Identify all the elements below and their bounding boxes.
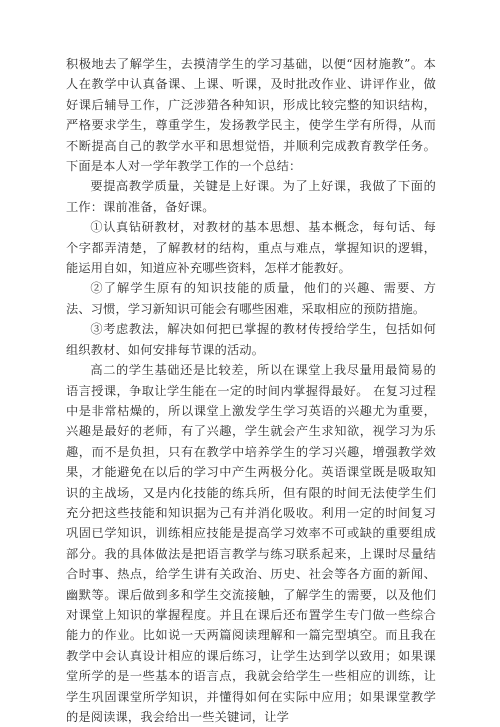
- document-body: [66, 54, 436, 727]
- paragraph-understand-students: ②了解学生原有的知识技能的质量，他们的兴趣、需要、方法、习惯，学习新知识可能会有哪些困难，采取相应的预防措施。: [66, 281, 436, 316]
- paragraph-teaching-methods: ③考虑教法，解决如何把已掌握的教材传授给学生，包括如何组织教材、如何安排每节课的活动。: [66, 322, 436, 357]
- paragraph-intro: 积极地去了解学生，去摸清学生的学习基础，以便“因材施教”。本人在教学中认真备课、上课、听课，及时批改作业、讲评作业，做好课后辅导工作，广泛涉猎各种知识，形成比较完整的知识结构，严格要求学生，尊重学生，发扬教学民主，使学生学有所得，从而不断提高自己的教学水平和思想觉悟，并顺利完成教育教学任务。 下面是本人对一学年教学工作的一个总结：: [66, 57, 436, 174]
- paragraph-study-textbook: ①认真钻研教材，对教材的基本思想、基本概念，每句话、每个字都弄清楚，了解教材的结构，重点与难点，掌握知识的逻辑，能运用自如，知道应补充哪些资料，怎样才能教好。: [66, 220, 436, 276]
- paragraph-grade-two-teaching: 高二的学生基础还是比较差，所以在课堂上我尽量用最简易的语言授课，争取让学生能在一定的时间内掌握得最好。 在复习过程中是非常枯燥的，所以课堂上激发学生学习英语的兴趣尤为重要，兴趣是最好的老师，有了兴趣，学生就会产生求知欲，视学习为乐趣，而不是负担，只有在教学中培养学生的学习兴趣，增强教学效果，才能避免在以后的学习中产生两极分化。英语课堂既是吸取知识的主战场，又是内化技能的练兵所，但有限的时间无法使学生们充分把这些技能和知识据为己有并消化吸收。利用一定的时间复习巩固已学知识，训练相应技能是提高学习效率不可或缺的重要组成部分。我的具体做法是把语言教学与练习联系起来，上课时尽量结合时事、热点，给学生讲有关政治、历史、社会等各方面的新闻、幽默等。课后做到多和学生交流接触，了解学生的需要，以及他们对课堂上知识的掌握程度。并且在课后还布置学生专门做一些综合能力的作业。比如说一天两篇阅读理解和一篇完型填空。而且我在教学中会认真设计相应的课后练习，让学生达到学以致用；如果课堂所学的是一些基本的语言点，我就会给学生一些相应的训练，让学生巩固课堂所学知识，并懂得如何在实际中应用；如果课堂教学的是阅读课，我会给出一些关键词，让学: [66, 363, 436, 724]
- paragraph-lesson-preparation: 要提高教学质量，关键是上好课。为了上好课，我做了下面的工作：课前准备，备好课。: [66, 179, 436, 214]
